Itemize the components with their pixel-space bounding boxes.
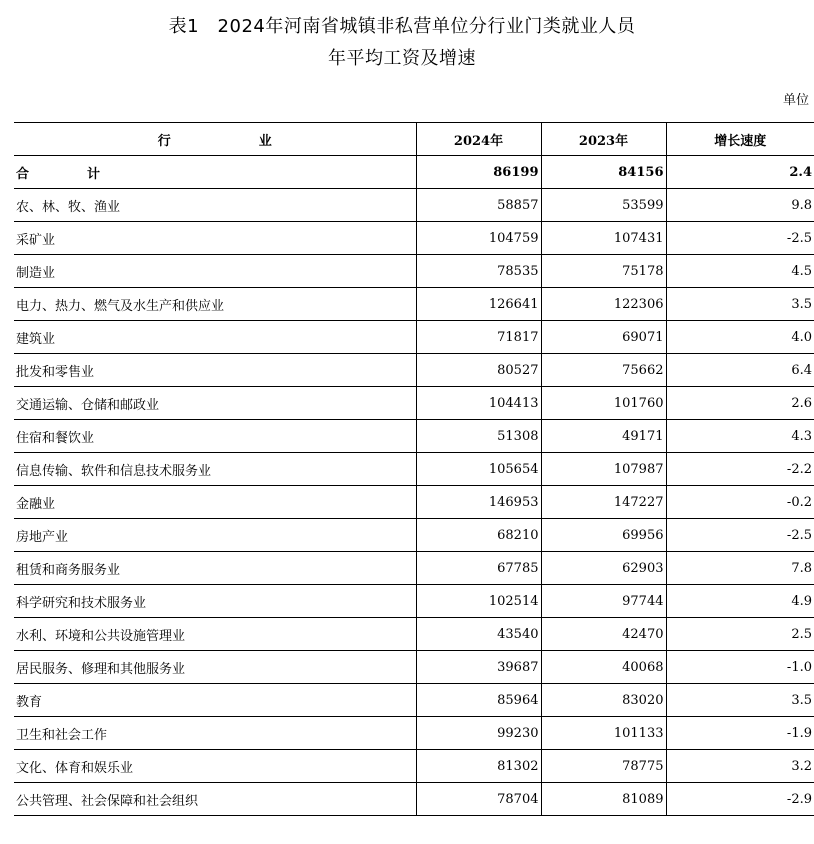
industry-name: 采矿业 bbox=[14, 222, 416, 255]
growth-rate: -0.2 bbox=[666, 486, 814, 519]
table-row bbox=[14, 189, 814, 222]
table-row bbox=[14, 684, 814, 717]
industry-name: 卫生和社会工作 bbox=[14, 717, 416, 750]
growth-rate: 3.5 bbox=[666, 684, 814, 717]
growth-rate: 4.9 bbox=[666, 585, 814, 618]
value-2023: 101133 bbox=[541, 717, 666, 750]
table-row bbox=[14, 288, 814, 321]
table-row bbox=[14, 222, 814, 255]
table-row bbox=[14, 486, 814, 519]
header-industry-char-b: 业 bbox=[258, 133, 272, 149]
value-2024: 85964 bbox=[416, 684, 541, 717]
value-2023: 69071 bbox=[541, 321, 666, 354]
value-2024: 67785 bbox=[416, 552, 541, 585]
industry-name: 交通运输、仓储和邮政业 bbox=[14, 387, 416, 420]
value-2023: 83020 bbox=[541, 684, 666, 717]
value-2024: 39687 bbox=[416, 651, 541, 684]
table-row bbox=[14, 387, 814, 420]
value-2024: 51308 bbox=[416, 420, 541, 453]
value-2024: 104759 bbox=[416, 222, 541, 255]
value-2024: 104413 bbox=[416, 387, 541, 420]
header-growth: 增长速度 bbox=[666, 123, 814, 156]
growth-rate: 2.5 bbox=[666, 618, 814, 651]
growth-rate: -2.5 bbox=[666, 222, 814, 255]
table-row bbox=[14, 618, 814, 651]
table-row bbox=[14, 552, 814, 585]
growth-rate: 4.0 bbox=[666, 321, 814, 354]
value-2023: 69956 bbox=[541, 519, 666, 552]
industry-name: 住宿和餐饮业 bbox=[14, 420, 416, 453]
header-industry-char-a: 行 bbox=[157, 133, 171, 149]
value-2023: 107987 bbox=[541, 453, 666, 486]
growth-rate: 3.2 bbox=[666, 750, 814, 783]
growth-rate: 4.5 bbox=[666, 255, 814, 288]
value-2023: 107431 bbox=[541, 222, 666, 255]
industry-name: 公共管理、社会保障和社会组织 bbox=[14, 783, 416, 816]
industry-name: 文化、体育和娱乐业 bbox=[14, 750, 416, 783]
wage-table bbox=[14, 122, 814, 816]
total-2024: 86199 bbox=[416, 156, 541, 189]
unit-label: 单位 bbox=[783, 93, 810, 108]
industry-name: 房地产业 bbox=[14, 519, 416, 552]
value-2024: 68210 bbox=[416, 519, 541, 552]
growth-rate: 9.8 bbox=[666, 189, 814, 222]
total-label-char-a: 合 bbox=[16, 166, 30, 182]
value-2024: 105654 bbox=[416, 453, 541, 486]
growth-rate: -2.5 bbox=[666, 519, 814, 552]
growth-rate: -2.9 bbox=[666, 783, 814, 816]
industry-name: 居民服务、修理和其他服务业 bbox=[14, 651, 416, 684]
value-2023: 97744 bbox=[541, 585, 666, 618]
total-label-char-b: 计 bbox=[87, 166, 101, 182]
value-2024: 99230 bbox=[416, 717, 541, 750]
value-2023: 53599 bbox=[541, 189, 666, 222]
value-2024: 146953 bbox=[416, 486, 541, 519]
table-title-line2: 年平均工资及增速 bbox=[328, 48, 476, 69]
growth-rate: 6.4 bbox=[666, 354, 814, 387]
industry-name: 制造业 bbox=[14, 255, 416, 288]
table-row bbox=[14, 255, 814, 288]
industry-name: 电力、热力、燃气及水生产和供应业 bbox=[14, 288, 416, 321]
value-2023: 101760 bbox=[541, 387, 666, 420]
table-header-row bbox=[14, 123, 814, 156]
industry-name: 教育 bbox=[14, 684, 416, 717]
total-2023: 84156 bbox=[541, 156, 666, 189]
industry-name: 科学研究和技术服务业 bbox=[14, 585, 416, 618]
industry-name: 信息传输、软件和信息技术服务业 bbox=[14, 453, 416, 486]
value-2024: 78535 bbox=[416, 255, 541, 288]
table-title-line1: 表1 2024年河南省城镇非私营单位分行业门类就业人员 bbox=[168, 16, 636, 37]
total-row bbox=[14, 156, 814, 189]
table-row bbox=[14, 321, 814, 354]
value-2024: 58857 bbox=[416, 189, 541, 222]
value-2023: 49171 bbox=[541, 420, 666, 453]
value-2023: 122306 bbox=[541, 288, 666, 321]
value-2024: 126641 bbox=[416, 288, 541, 321]
header-2023: 2023年 bbox=[541, 123, 666, 156]
value-2024: 81302 bbox=[416, 750, 541, 783]
value-2024: 102514 bbox=[416, 585, 541, 618]
industry-name: 租赁和商务服务业 bbox=[14, 552, 416, 585]
table-row bbox=[14, 585, 814, 618]
industry-name: 农、林、牧、渔业 bbox=[14, 189, 416, 222]
value-2023: 62903 bbox=[541, 552, 666, 585]
growth-rate: -1.0 bbox=[666, 651, 814, 684]
industry-name: 建筑业 bbox=[14, 321, 416, 354]
table-row bbox=[14, 717, 814, 750]
growth-rate: 7.8 bbox=[666, 552, 814, 585]
industry-name: 金融业 bbox=[14, 486, 416, 519]
header-industry bbox=[14, 123, 416, 156]
growth-rate: -1.9 bbox=[666, 717, 814, 750]
table-row bbox=[14, 651, 814, 684]
table-row bbox=[14, 354, 814, 387]
table-row bbox=[14, 420, 814, 453]
value-2023: 42470 bbox=[541, 618, 666, 651]
value-2023: 81089 bbox=[541, 783, 666, 816]
growth-rate: 3.5 bbox=[666, 288, 814, 321]
value-2024: 43540 bbox=[416, 618, 541, 651]
total-growth: 2.4 bbox=[666, 156, 814, 189]
table-row bbox=[14, 750, 814, 783]
industry-name: 批发和零售业 bbox=[14, 354, 416, 387]
table-row bbox=[14, 453, 814, 486]
value-2023: 75662 bbox=[541, 354, 666, 387]
value-2023: 78775 bbox=[541, 750, 666, 783]
value-2024: 71817 bbox=[416, 321, 541, 354]
industry-name: 水利、环境和公共设施管理业 bbox=[14, 618, 416, 651]
value-2023: 75178 bbox=[541, 255, 666, 288]
value-2024: 78704 bbox=[416, 783, 541, 816]
growth-rate: 2.6 bbox=[666, 387, 814, 420]
growth-rate: -2.2 bbox=[666, 453, 814, 486]
header-2024: 2024年 bbox=[416, 123, 541, 156]
growth-rate: 4.3 bbox=[666, 420, 814, 453]
value-2023: 147227 bbox=[541, 486, 666, 519]
total-label bbox=[14, 156, 416, 189]
table-row bbox=[14, 519, 814, 552]
table-row bbox=[14, 783, 814, 816]
value-2024: 80527 bbox=[416, 354, 541, 387]
value-2023: 40068 bbox=[541, 651, 666, 684]
